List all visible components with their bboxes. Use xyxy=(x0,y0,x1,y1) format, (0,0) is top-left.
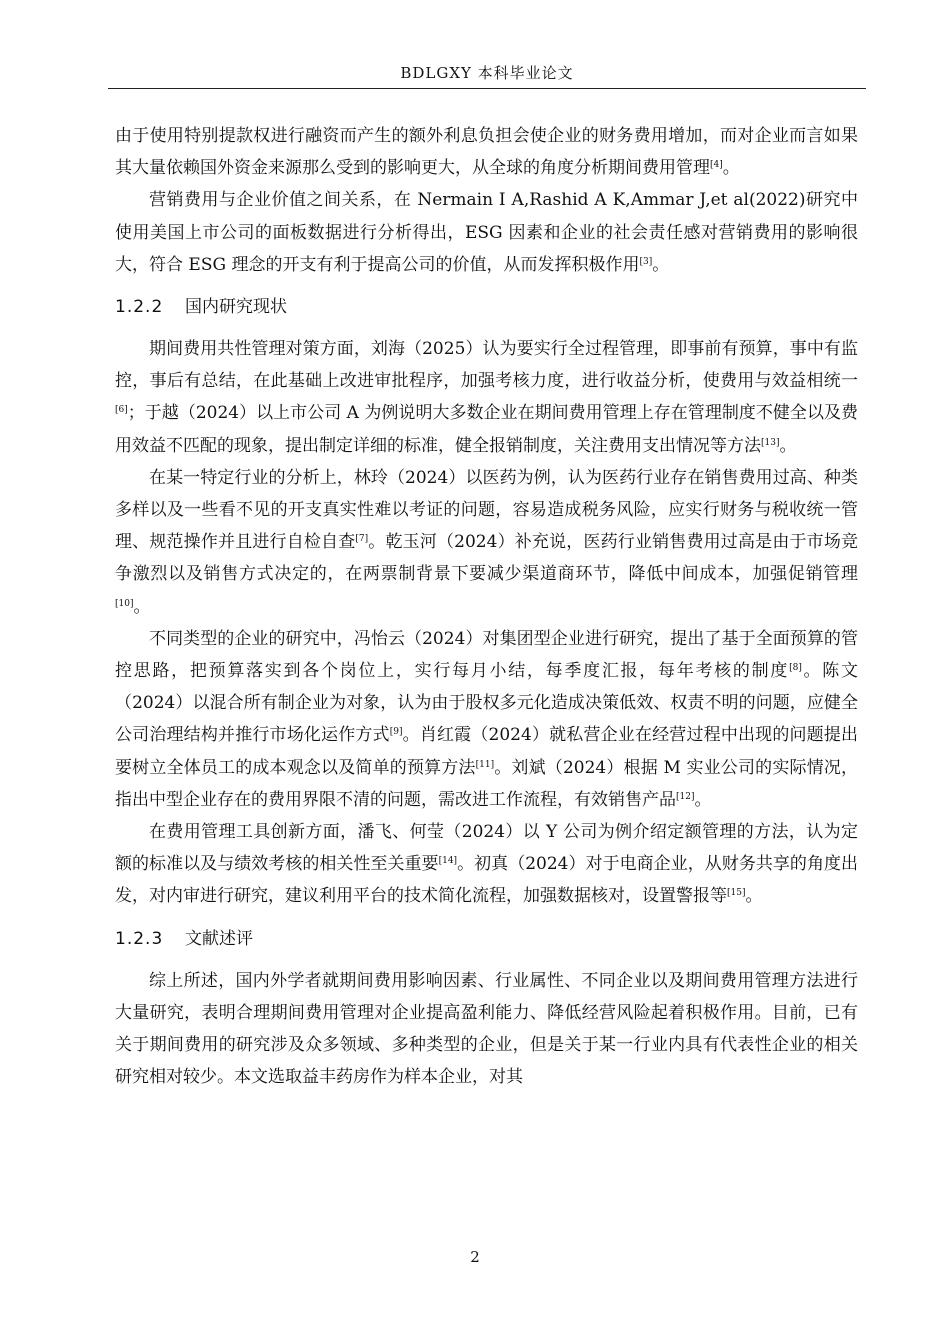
paragraph xyxy=(115,623,858,816)
paragraph-text: 。 xyxy=(745,886,763,907)
paragraph-text: 。 xyxy=(779,435,797,456)
citation-ref: [3] xyxy=(639,256,653,267)
citation-ref: [14] xyxy=(438,856,458,867)
section-title: 国内研究现状 xyxy=(185,297,287,318)
section-title: 文献述评 xyxy=(185,928,253,949)
paragraph-text: 。乾玉河（2024）补充说，医药行业销售费用过高是由于市场竞争激烈以及销售方式决定的，在两票制背景下要减少渠道商环节，降低中间成本，加强促销管理 xyxy=(115,532,859,585)
paragraph-text: 。 xyxy=(694,789,712,810)
paragraph-text: 。初真（2024）对于电商企业，从财务共享的角度出发，对内审进行研究，建议利用平台的技术简化流程，加强数据核对，设置警报等 xyxy=(115,854,859,907)
paragraph-text: 。 xyxy=(652,254,670,275)
paragraph-text: 不同类型的企业的研究中，冯怡云（2024）对集团型企业进行研究，提出了基于全面预算的管控思路，把预算落实到各个岗位上，实行每月小结，每季度汇报，每年考核的制度 xyxy=(115,628,858,682)
paper-body xyxy=(115,120,858,1093)
citation-ref: [11] xyxy=(475,759,495,770)
paragraph-text: 。陈文（2024）以混合所有制企业为对象，认为由于股权多元化造成决策低效、权责不明的问题，应健全公司治理结构并推行市场化运作方式 xyxy=(115,661,859,746)
section-heading xyxy=(115,287,858,327)
citation-ref: [9] xyxy=(389,727,403,738)
paragraph-text: 营销费用与企业价值之间关系，在 Nermain I A,Rashid A K,Ammar J,et al(2022)研究中使用美国上市公司的面板数据进行分析得出，ESG 因素和企业的社会责任感对营销费用的影响很大，符合 ESG 理念的开支有利于提高公司的价值，从而发挥积极作用 xyxy=(115,190,858,275)
paragraph-text: 。肖红霞（2024）就私营企业在经营过程中出现的问题提出要树立全体员工的成本观念以及简单的预算方法 xyxy=(115,725,859,778)
paragraph xyxy=(115,333,858,462)
section-heading xyxy=(115,919,858,959)
citation-ref: [4] xyxy=(710,160,723,171)
paragraph-text: ；于越（2024）以上市公司 A 为例说明大多数企业在期间费用管理上存在管理制度不健全以及费用效益不匹配的现象，提出制定详细的标准，健全报销制度，关注费用支出情况等方法 xyxy=(115,403,858,456)
header-rule xyxy=(108,88,866,89)
paragraph xyxy=(115,184,858,281)
paragraph xyxy=(115,120,858,184)
citation-ref: [7] xyxy=(355,534,369,545)
citation-ref: [15] xyxy=(727,888,746,899)
citation-ref: [8] xyxy=(789,663,802,674)
paragraph-text: 。 xyxy=(133,596,151,617)
page-number: 2 xyxy=(470,1248,480,1266)
section-number: 1.2.2 xyxy=(115,297,164,318)
page-header: BDLGXY 本科毕业论文 xyxy=(400,64,574,82)
citation-ref: [6] xyxy=(115,405,128,416)
paragraph-text: 在某一特定行业的分析上，林玲（2024）以医药为例，认为医药行业存在销售费用过高、种类多样以及一些看不见的开支真实性难以考证的问题，容易造成税务风险，应实行财务与税收统一管理、规范操作并且进行自检自查 xyxy=(115,467,858,553)
paragraph-text: 。 xyxy=(722,158,740,179)
paragraph xyxy=(115,462,858,623)
paragraph-text: 由于使用特别提款权进行融资而产生的额外利息负担会使企业的财务费用增加，而对企业而言如果其大量依赖国外资金来源那么受到的影响更大，从全球的角度分析期间费用管理 xyxy=(115,126,858,179)
citation-ref: [12] xyxy=(676,791,695,802)
citation-ref: [10] xyxy=(115,598,134,609)
paragraph-text: 。刘斌（2024）根据 M 实业公司的实际情况，指出中型企业存在的费用界限不清的问题，需改进工作流程，有效销售产品 xyxy=(115,757,859,810)
paragraph xyxy=(115,816,858,913)
paragraph-text: 在费用管理工具创新方面，潘飞、何莹（2024）以 Y 公司为例介绍定额管理的方法，认为定额的标准以及与绩效考核的相关性至关重要 xyxy=(115,822,858,875)
paragraph-text: 综上所述，国内外学者就期间费用影响因素、行业属性、不同企业以及期间费用管理方法进行大量研究，表明合理期间费用管理对企业提高盈利能力、降低经营风险起着积极作用。目前，已有关于期间费用的研究涉及众多领域、多种类型的企业，但是关于某一行业内具有代表性企业的相关研究相对较少。本文选取益丰药房作为样本企业，对其 xyxy=(115,970,858,1088)
paragraph xyxy=(115,965,858,1094)
paragraph-text: 期间费用共性管理对策方面，刘海（2025）认为要实行全过程管理，即事前有预算，事中有监控，事后有总结，在此基础上改进审批程序，加强考核力度，进行收益分析，使费用与效益相统一 xyxy=(115,339,858,392)
section-number: 1.2.3 xyxy=(115,928,164,949)
citation-ref: [13] xyxy=(761,437,780,448)
